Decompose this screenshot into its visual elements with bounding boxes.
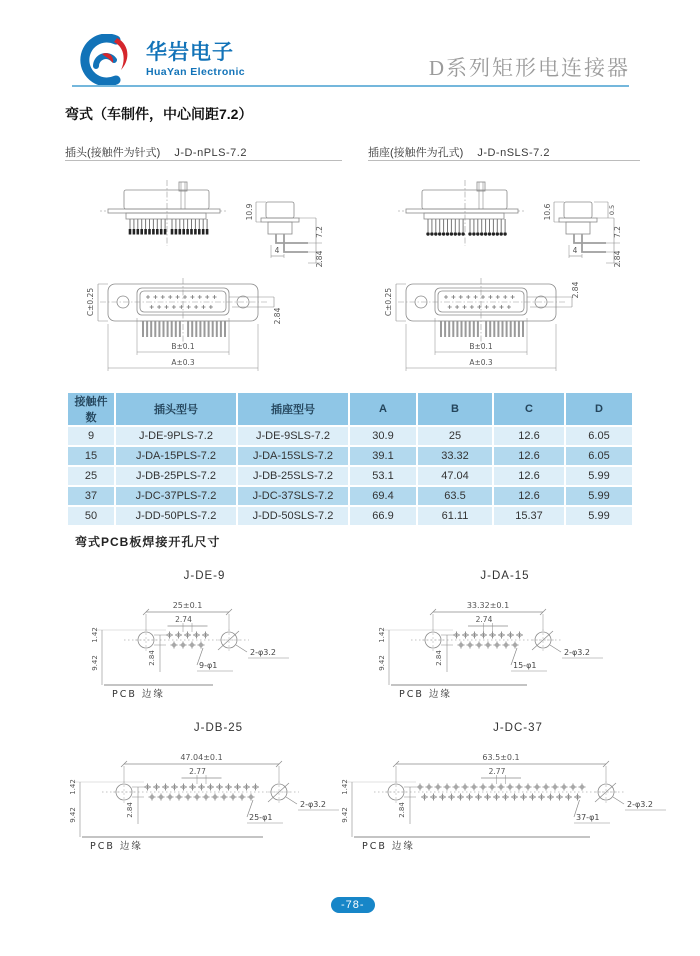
brand-name-cn: 华岩电子	[146, 41, 234, 64]
dim-top: 1.42	[341, 779, 349, 795]
profile-body	[268, 222, 292, 234]
pin-tip	[500, 232, 503, 235]
table-cell: 5.99	[566, 467, 632, 485]
header-rule	[72, 85, 629, 87]
dim-pin-offset: 2.84	[613, 250, 622, 268]
table-cell: 69.4	[350, 487, 416, 505]
pcb-drawing-j-dc-37	[338, 742, 698, 854]
brand-block	[146, 42, 245, 78]
table-cell: 25	[68, 467, 114, 485]
dim-top-gap: 0.5	[608, 204, 616, 216]
dim-row: 2.84	[398, 802, 406, 818]
plug-rule	[65, 160, 342, 161]
dim-width: 25±0.1	[172, 601, 203, 610]
pin-tip	[426, 232, 429, 235]
dim-row: 2.84	[571, 281, 580, 299]
pin-tip	[206, 229, 209, 235]
bent-pin	[276, 234, 308, 243]
table-row	[68, 487, 632, 505]
drawing-line	[550, 645, 561, 652]
dim-b: B±0.1	[171, 342, 195, 351]
flange	[108, 209, 220, 213]
dim-top: 1.42	[69, 779, 77, 795]
pin-tip	[133, 229, 136, 235]
shell-body	[422, 190, 507, 209]
socket-label	[368, 144, 550, 160]
dim-pin-drop: 7.2	[613, 226, 622, 238]
table-cell: J-DC-37PLS-7.2	[116, 487, 236, 505]
pin-tip	[140, 229, 143, 235]
plug-type-label: 插头(接触件为针式)	[65, 147, 161, 159]
pin-tip	[430, 232, 433, 235]
profile-body	[566, 222, 590, 234]
dim-pin-offset: 2.84	[315, 250, 324, 268]
doc-title: D系列矩形电连接器	[428, 56, 630, 80]
pin-tip	[476, 232, 479, 235]
table-cell: 61.11	[418, 507, 492, 525]
profile-cap	[266, 202, 294, 218]
pin-tip	[156, 229, 159, 235]
bent-pin	[574, 234, 606, 243]
dim-c: C±0.25	[384, 287, 393, 317]
label-big-holes: 2-φ3.2	[627, 800, 653, 809]
drawing-line	[286, 797, 297, 804]
table-cell: 15	[68, 447, 114, 465]
socket-technical-drawing	[358, 166, 664, 378]
table-cell: 50	[68, 507, 114, 525]
pin-tip	[496, 232, 499, 235]
dim-row: 2.84	[273, 307, 282, 325]
table-cell: 9	[68, 427, 114, 445]
pin-tip	[148, 229, 151, 235]
table-cell: 12.6	[494, 467, 564, 485]
pin-tip	[484, 232, 487, 235]
pcb-name-j-db-25: J-DB-25	[193, 722, 244, 734]
profile-flange	[261, 218, 299, 222]
shell-body	[124, 190, 209, 209]
dim-c: C±0.25	[86, 287, 95, 317]
table-header-cell: 接触件数	[68, 393, 114, 425]
profile-flange	[559, 218, 597, 222]
pcb-drawing-j-de-9	[88, 590, 321, 702]
table-header-row	[68, 393, 632, 425]
spec-table	[66, 391, 634, 527]
socket-model: J-D-nSLS-7.2	[477, 147, 550, 159]
table-cell: J-DB-25SLS-7.2	[238, 467, 348, 485]
dim-top: 1.42	[378, 627, 386, 643]
pin-tip	[182, 229, 185, 235]
pin-tip	[202, 229, 205, 235]
dim-pitch: 2.74	[475, 615, 493, 624]
pcb-edge-label: PCB 边缘	[90, 841, 143, 852]
pin-tip	[144, 229, 147, 235]
pin-tip	[461, 232, 464, 235]
dim-pin-drop: 7.2	[315, 226, 324, 238]
table-cell: J-DC-37SLS-7.2	[238, 487, 348, 505]
dim-pitch: 2.77	[488, 767, 506, 776]
insulator	[424, 213, 504, 219]
table-cell: 6.05	[566, 447, 632, 465]
table-cell: 33.32	[418, 447, 492, 465]
pin-tip	[434, 232, 437, 235]
table-row	[68, 427, 632, 445]
table-cell: J-DA-15SLS-7.2	[238, 447, 348, 465]
pin-tip	[468, 232, 471, 235]
dim-body-height: 10.6	[543, 203, 552, 221]
pin-tip	[175, 229, 178, 235]
table-header-cell: 插座型号	[238, 393, 348, 425]
table-cell: 12.6	[494, 427, 564, 445]
pcb-edge-label: PCB 边缘	[399, 689, 452, 700]
plug-model: J-D-nPLS-7.2	[174, 147, 247, 159]
pin-tip	[190, 229, 193, 235]
dim-a: A±0.3	[171, 358, 195, 367]
pin-tip	[492, 232, 495, 235]
dim-width: 33.32±0.1	[466, 601, 510, 610]
pcb-section-title: 弯式PCB板焊接开孔尺寸	[75, 535, 221, 549]
flange	[406, 209, 518, 213]
table-header-cell: D	[566, 393, 632, 425]
pin-tip	[488, 232, 491, 235]
dim-left: 9.42	[341, 807, 349, 823]
pin-tip	[194, 229, 197, 235]
dim-pin-length: 4	[274, 246, 280, 255]
dim-width: 47.04±0.1	[180, 753, 223, 762]
brand-name-en: HuaYan Electronic	[146, 66, 245, 78]
pcb-drawing-j-da-15	[375, 590, 635, 702]
table-header-cell: A	[350, 393, 416, 425]
pcb-name-j-da-15: J-DA-15	[480, 570, 530, 582]
pin-tip	[480, 232, 483, 235]
table-cell: J-DD-50PLS-7.2	[116, 507, 236, 525]
table-cell: 5.99	[566, 487, 632, 505]
pin-tip	[503, 232, 506, 235]
pin-tip	[442, 232, 445, 235]
table-cell: J-DE-9PLS-7.2	[116, 427, 236, 445]
table-row	[68, 507, 632, 525]
pin-tip	[171, 229, 174, 235]
section-title: 弯式（车制件，中心间距7.2）	[65, 106, 253, 122]
pin-tip	[160, 229, 163, 235]
dim-left: 9.42	[378, 655, 386, 671]
pin-tip	[450, 232, 453, 235]
dim-a: A±0.3	[469, 358, 493, 367]
table-cell: 63.5	[418, 487, 492, 505]
pcb-edge-label: PCB 边缘	[362, 841, 415, 852]
pin-tip	[446, 232, 449, 235]
table-cell: 53.1	[350, 467, 416, 485]
table-cell: 25	[418, 427, 492, 445]
pin-tip	[458, 232, 461, 235]
pin-tip	[454, 232, 457, 235]
pcb-name-j-dc-37: J-DC-37	[493, 722, 543, 734]
pin-tip	[186, 229, 189, 235]
label-big-holes: 2-φ3.2	[300, 800, 326, 809]
table-header-cell: 插头型号	[116, 393, 236, 425]
table-header-cell: C	[494, 393, 564, 425]
pcb-name-j-de-9: J-DE-9	[183, 570, 226, 582]
huayan-logo-icon	[76, 34, 136, 86]
pin-tip	[438, 232, 441, 235]
pcb-drawing-j-db-25	[66, 742, 371, 854]
pin-tip	[164, 229, 167, 235]
table-cell: 47.04	[418, 467, 492, 485]
table-cell: 6.05	[566, 427, 632, 445]
pcb-edge-label: PCB 边缘	[112, 689, 165, 700]
table-cell: J-DE-9SLS-7.2	[238, 427, 348, 445]
pin-tip	[129, 229, 132, 235]
dim-pin-length: 4	[572, 246, 578, 255]
plug-label	[65, 144, 247, 160]
plug-technical-drawing	[60, 166, 360, 378]
dim-left: 9.42	[69, 807, 77, 823]
drawing-line	[236, 645, 247, 652]
table-header-cell: B	[418, 393, 492, 425]
dim-pitch: 2.77	[189, 767, 206, 776]
table-cell: 15.37	[494, 507, 564, 525]
table-cell: 66.9	[350, 507, 416, 525]
table-cell: 39.1	[350, 447, 416, 465]
label-small-holes: 15-φ1	[513, 661, 537, 670]
table-cell: J-DA-15PLS-7.2	[116, 447, 236, 465]
drawing-line	[613, 797, 624, 804]
profile-cap	[564, 202, 592, 218]
label-small-holes: 37-φ1	[576, 813, 600, 822]
insulator	[126, 213, 206, 219]
table-cell: 12.6	[494, 487, 564, 505]
socket-rule	[368, 160, 640, 161]
dim-row: 2.84	[148, 650, 156, 666]
socket-type-label: 插座(接触件为孔式)	[368, 147, 464, 159]
pin-tip	[472, 232, 475, 235]
pin-tip	[152, 229, 155, 235]
table-cell: 5.99	[566, 507, 632, 525]
page-number-badge: -78-	[331, 897, 375, 913]
table-row	[68, 447, 632, 465]
dim-width: 63.5±0.1	[482, 753, 520, 762]
label-small-holes: 9-φ1	[199, 661, 218, 670]
table-cell: 30.9	[350, 427, 416, 445]
table-cell: J-DD-50SLS-7.2	[238, 507, 348, 525]
pin-tip	[137, 229, 140, 235]
label-small-holes: 25-φ1	[249, 813, 273, 822]
label-big-holes: 2-φ3.2	[250, 648, 276, 657]
table-cell: 12.6	[494, 447, 564, 465]
table-cell: J-DB-25PLS-7.2	[116, 467, 236, 485]
dim-body-height: 10.9	[245, 203, 254, 221]
dim-pitch: 2.74	[175, 615, 192, 624]
dim-top: 1.42	[91, 627, 99, 643]
label-big-holes: 2-φ3.2	[564, 648, 590, 657]
dim-row: 2.84	[126, 802, 134, 818]
table-cell: 37	[68, 487, 114, 505]
pin-tip	[179, 229, 182, 235]
pin-tip	[198, 229, 201, 235]
dim-left: 9.42	[91, 655, 99, 671]
table-row	[68, 467, 632, 485]
dim-b: B±0.1	[469, 342, 493, 351]
dim-row: 2.84	[435, 650, 443, 666]
